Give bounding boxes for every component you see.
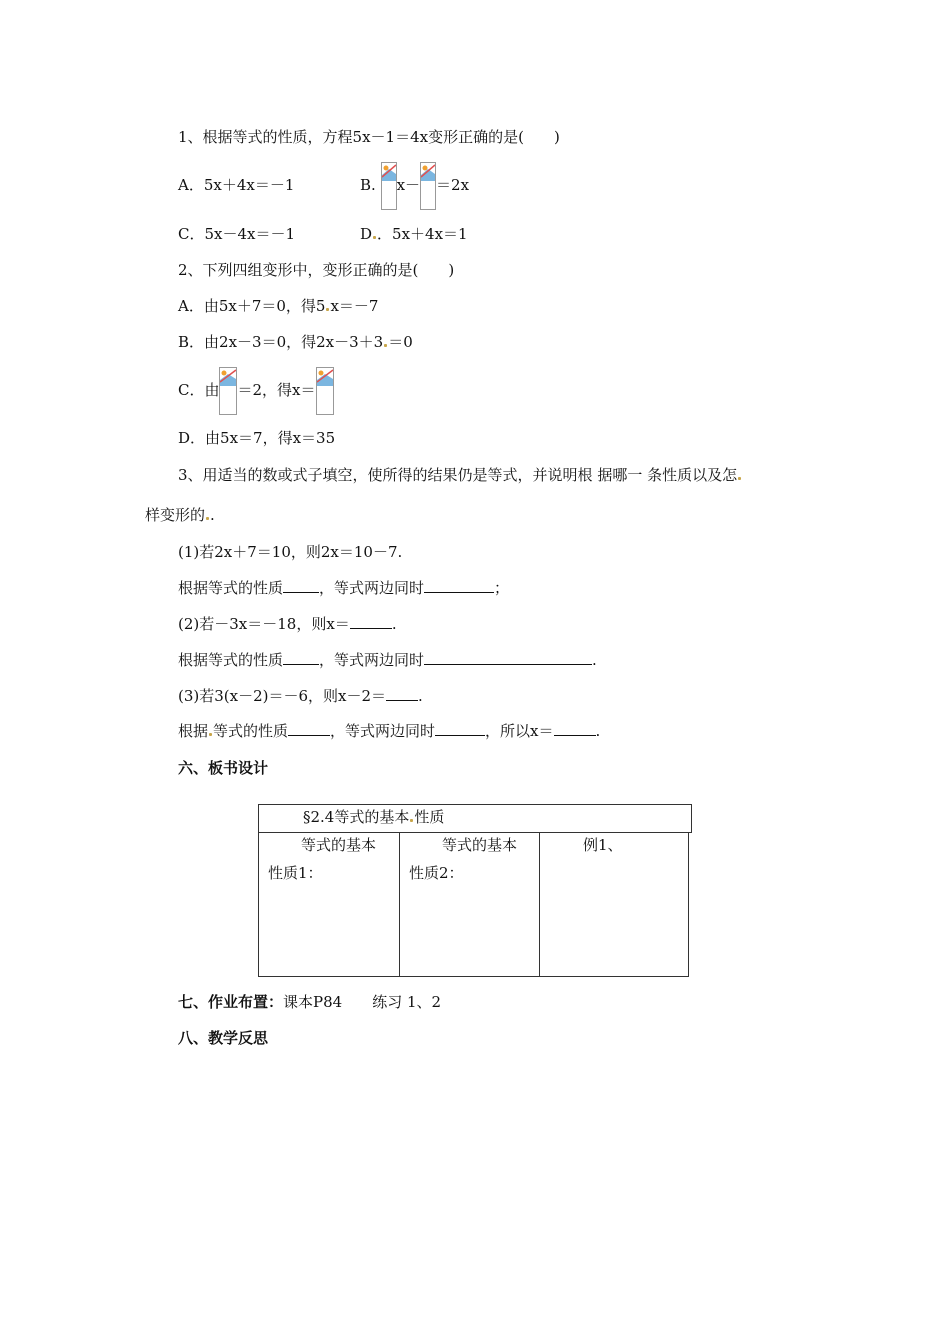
- q3-part1-reason-text: 根据等式的性质: [178, 579, 284, 597]
- q3-part3: [178, 686, 423, 706]
- q3-part1: (1)若2x＋7＝10，则2x＝10－7.: [178, 543, 403, 561]
- q1-option-b-suffix: ＝2x: [436, 176, 470, 194]
- q2-option-a-part1: A．由5x＋7＝0，得5: [178, 297, 326, 315]
- q2-option-b-part1: B．由2x－3＝0，得2x－3＋3: [178, 333, 384, 351]
- q1-option-c: C．5x－4x＝－1: [178, 225, 296, 243]
- q2-option-d: D．由5x＝7，得x＝35: [178, 429, 336, 447]
- q3-part2: [178, 614, 397, 634]
- section-8-heading: 八、教学反思: [178, 1029, 269, 1047]
- q1-option-b-label: B.: [360, 176, 376, 194]
- q3-part2-text: (2)若－3x＝－18，则x＝: [178, 615, 350, 633]
- q3-part1-reason-end: ；: [494, 579, 510, 597]
- section-7-content: 课本P84 练习 1、2: [283, 993, 442, 1011]
- board-col-2: [399, 832, 540, 977]
- q2-option-b: [178, 332, 413, 352]
- board-col3-line1: 例1、: [583, 836, 623, 854]
- q3-part3-reason-text4: ，所以x＝: [485, 722, 554, 740]
- section-7-heading: 七、作业布置：: [178, 993, 284, 1011]
- answer-blank[interactable]: [350, 614, 392, 629]
- q2-stem: 2、下列四组变形中，变形正确的是( ): [178, 261, 455, 279]
- q2-option-c-part2: ＝2，得x＝: [237, 381, 316, 399]
- q3-part2-reason-text: 根据等式的性质: [178, 651, 284, 669]
- q3-part1-reason-text2: ，等式两边同时: [319, 579, 425, 597]
- q3-part3-text: (3)若3(x－2)＝－6，则x－2＝: [178, 687, 387, 705]
- board-col-1: [258, 832, 400, 977]
- broken-image-icon: [316, 367, 334, 415]
- q2-option-c-part1: C．由: [178, 381, 220, 399]
- answer-blank[interactable]: [288, 721, 330, 736]
- q3-part2-reason-end: .: [592, 651, 597, 669]
- board-col-3: [539, 832, 689, 977]
- board-col2-line2: 性质2：: [409, 864, 464, 882]
- broken-image-icon: [420, 162, 436, 210]
- board-header: [303, 807, 444, 827]
- section-7: [178, 992, 441, 1012]
- q3-stem-cont: [145, 505, 215, 525]
- q2-option-b-part2: ＝0: [388, 333, 413, 351]
- q2-option-c: [178, 365, 334, 415]
- q1-option-d-label: D: [360, 225, 373, 243]
- q3-stem-part4: 样变形的: [145, 506, 206, 524]
- board-header-part1: §2.4等式的基本: [303, 808, 410, 826]
- q1-option-b-mid: x－: [396, 176, 421, 194]
- q1-option-b: [360, 160, 469, 210]
- q2-option-a-part2: x＝－7: [330, 297, 379, 315]
- board-col1-line2: 性质1：: [268, 864, 323, 882]
- q3-part2-reason-text2: ，等式两边同时: [319, 651, 425, 669]
- answer-blank[interactable]: [283, 578, 319, 593]
- q3-stem-part1: 3、用适当的数或式子填空，使所得的结果仍是等式，并说明根: [178, 466, 593, 484]
- q3-part3-reason-text2: 等式的性质: [213, 722, 289, 740]
- q3-stem-part2: 据哪一: [597, 466, 643, 484]
- q3-part3-end: .: [418, 687, 423, 705]
- q1-option-d-text: ．5x＋4x＝1: [377, 225, 468, 243]
- q3-stem-part5: .: [210, 506, 215, 524]
- answer-blank[interactable]: [435, 721, 485, 736]
- broken-image-icon: [219, 367, 237, 415]
- q3-stem: [178, 465, 742, 485]
- q1-stem: 1、根据等式的性质，方程5x－1＝4x变形正确的是( ): [178, 128, 560, 146]
- q3-part2-end: .: [391, 615, 397, 633]
- answer-blank[interactable]: [283, 650, 319, 665]
- answer-blank[interactable]: [424, 578, 494, 593]
- q3-stem-part3: 条性质以及怎: [647, 466, 738, 484]
- board-header-part2: 性质: [414, 808, 445, 826]
- q1-option-d: [360, 224, 468, 244]
- q3-part2-reason: [178, 650, 597, 670]
- section-6-heading: 六、板书设计: [178, 759, 269, 777]
- q1-option-a: A．5x＋4x＝－1: [178, 176, 295, 194]
- answer-blank[interactable]: [424, 650, 592, 665]
- q3-part3-reason-text3: ，等式两边同时: [330, 722, 436, 740]
- answer-blank[interactable]: [554, 721, 596, 736]
- q3-part3-reason-text1: 根据: [178, 722, 209, 740]
- board-col2-line1: 等式的基本: [442, 836, 518, 854]
- board-header-cell: [258, 804, 692, 833]
- board-col1-line1: 等式的基本: [301, 836, 377, 854]
- q3-part3-reason: [178, 721, 600, 741]
- q2-option-a: [178, 296, 378, 316]
- answer-blank[interactable]: [386, 686, 418, 701]
- broken-image-icon: [381, 162, 397, 210]
- q3-part1-reason: [178, 578, 509, 598]
- q3-part3-reason-end: .: [595, 722, 601, 740]
